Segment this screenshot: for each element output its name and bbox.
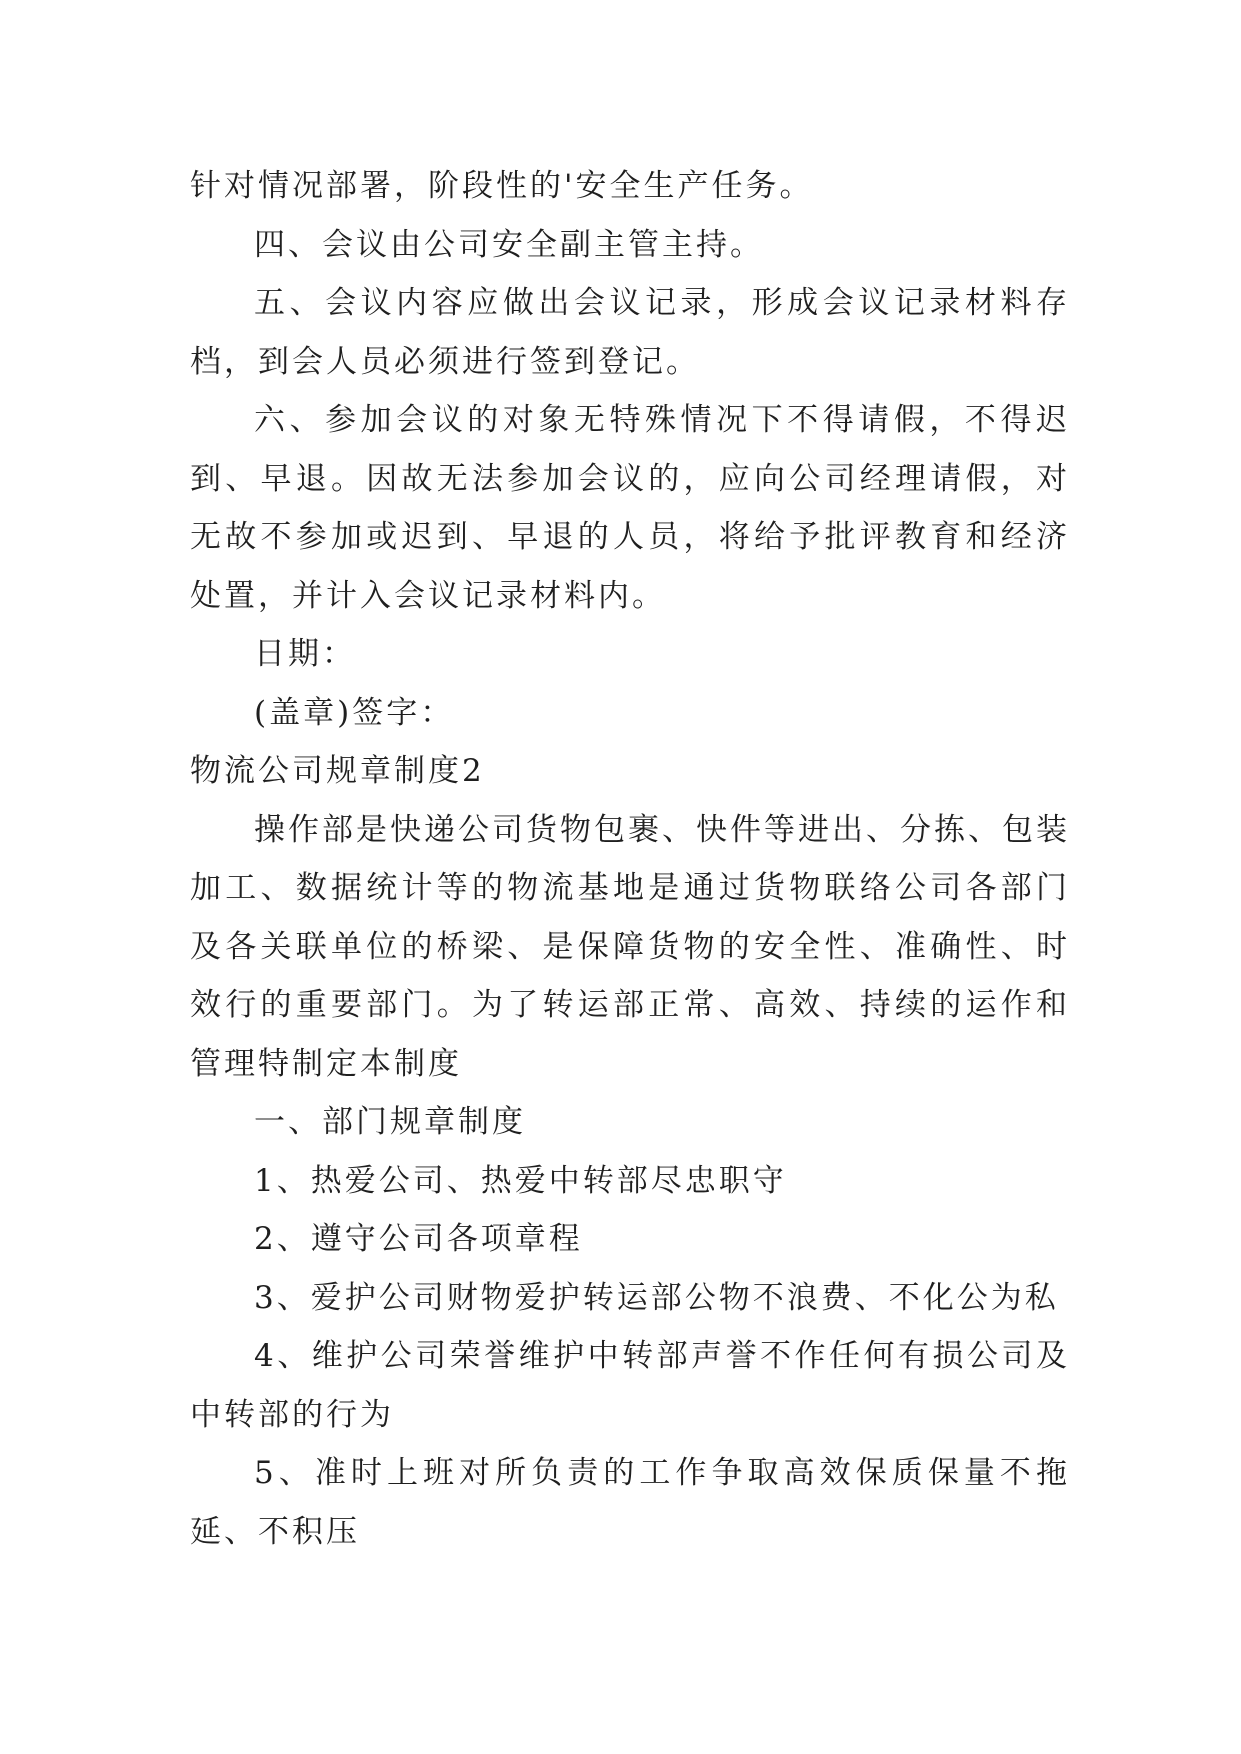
seal-signature-label: (盖章)签字： — [254, 694, 455, 731]
subsection-title: 一、部门规章制度 — [254, 1104, 526, 1140]
paragraph-intro: 操作部是快递公司货物包裹、快件等进出、分拣、包装加工、数据统计等的物流基地是通过货物联络公司各部门及各关联单位的桥梁、是保障货物的安全性、准确性、时效行的重要部门。为了转运部正常、高效、持续的运作和管理特制定本制度 — [190, 811, 1070, 1082]
paragraph-task-deployment: 针对情况部署，阶段性的'安全生产任务。 — [190, 168, 814, 204]
document-body — [190, 157, 1070, 1561]
paragraph-item-six: 六、参加会议的对象无特殊情况下不得请假，不得迟到、早退。因故无法参加会议的，应向公司经理请假，对无故不参加或迟到、早退的人员，将给予批评教育和经济处置，并计入会议记录材料内。 — [190, 402, 1070, 614]
rule-item-4: 4、维护公司荣誉维护中转部声誉不作任何有损公司及中转部的行为 — [190, 1338, 1070, 1433]
section-title: 物流公司规章制度2 — [190, 753, 485, 789]
rule-item-2: 2、遵守公司各项章程 — [254, 1221, 583, 1257]
rule-item-3: 3、爱护公司财物爱护转运部公物不浪费、不化公为私 — [254, 1279, 1059, 1316]
paragraph-item-four: 四、会议由公司安全副主管主持。 — [254, 226, 764, 263]
rule-item-5: 5、准时上班对所负责的工作争取高效保质保量不拖延、不积压 — [190, 1455, 1070, 1550]
rule-item-1: 1、热爱公司、热爱中转部尽忠职守 — [254, 1162, 787, 1199]
date-label: 日期： — [254, 636, 356, 672]
paragraph-item-five: 五、会议内容应做出会议记录，形成会议记录材料存档，到会人员必须进行签到登记。 — [190, 285, 1070, 380]
